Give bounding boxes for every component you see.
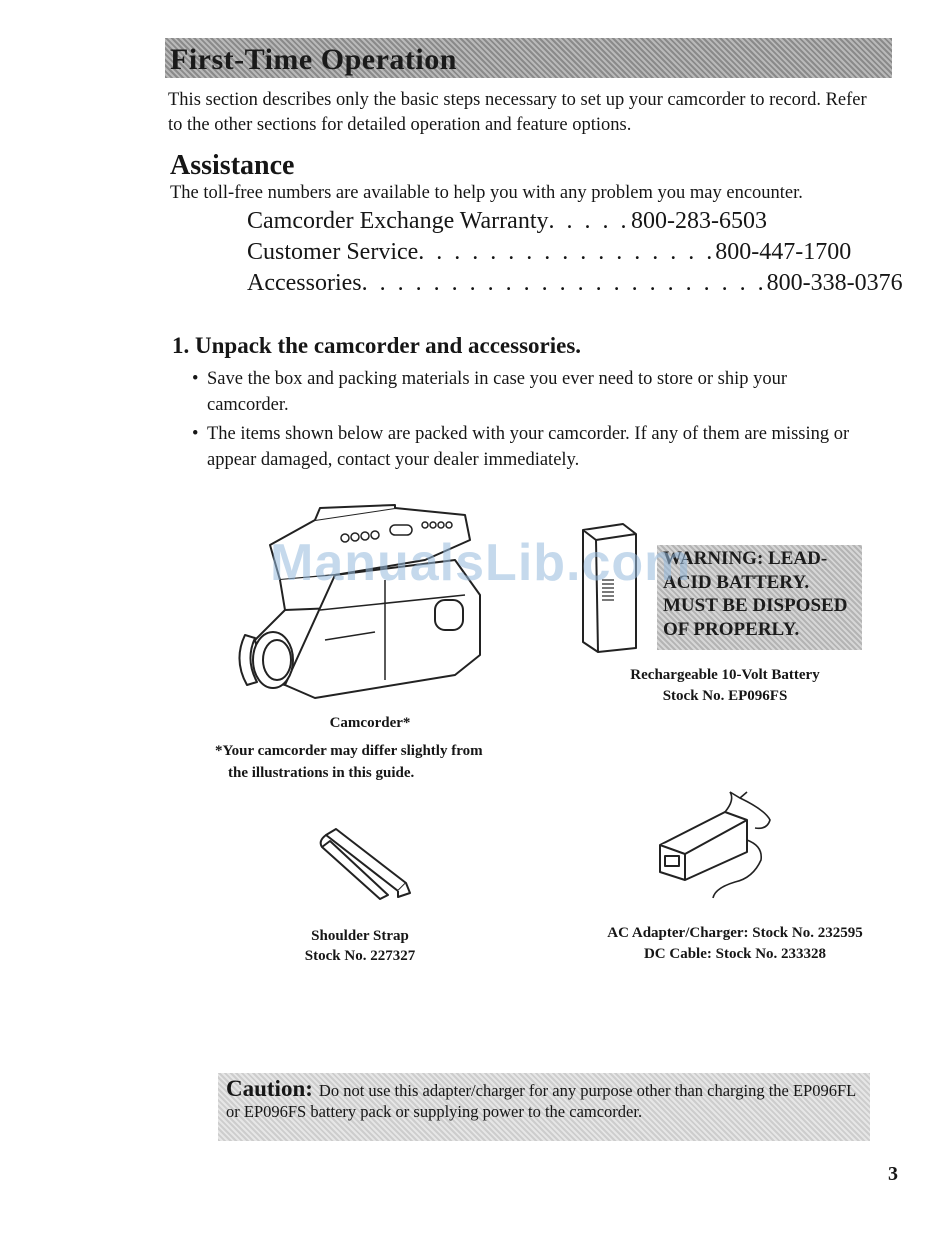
caution-body: Do not use this adapter/charger for any purpose other than charging the EP096FL or EP096FS battery pack or supplying power to the camcorder. bbox=[226, 1081, 856, 1121]
phone-label: Accessories bbox=[247, 270, 362, 296]
phone-row-warranty bbox=[247, 206, 767, 237]
phone-list bbox=[247, 206, 903, 299]
page-title: First-Time Operation bbox=[170, 43, 457, 76]
caution-keyword: Caution: bbox=[226, 1076, 313, 1101]
shoulder-strap-illustration bbox=[318, 825, 413, 900]
bullet-item: • Save the box and packing materials in case you ever need to store or ship your camcorder. bbox=[192, 366, 872, 418]
leader-dots: . . . . . bbox=[548, 208, 630, 234]
cable-caption: DC Cable: Stock No. 233328 bbox=[643, 946, 827, 962]
warning-line: ACID BATTERY. bbox=[663, 571, 810, 593]
step-1-heading: 1. Unpack the camcorder and accessories. bbox=[172, 333, 582, 358]
battery-stock-number: Stock No. EP096FS bbox=[662, 688, 788, 704]
camcorder-footnote: the illustrations in this guide. bbox=[228, 765, 415, 781]
battery-caption: Rechargeable 10-Volt Battery bbox=[630, 667, 820, 683]
phone-number: 800-447-1700 bbox=[715, 239, 852, 265]
phone-number: 800-283-6503 bbox=[631, 208, 767, 234]
intro-paragraph: This section describes only the basic steps necessary to set up your camcorder to record. Refer to the other sections for detailed operation and feature options. bbox=[168, 90, 867, 135]
phone-label: Camcorder Exchange Warranty bbox=[247, 208, 549, 234]
leader-dots: . . . . . . . . . . . . . . . . . . . . . . . bbox=[361, 270, 767, 296]
strap-caption: Shoulder Strap bbox=[311, 928, 409, 944]
strap-stock-number: Stock No. 227327 bbox=[304, 948, 416, 964]
adapter-caption: AC Adapter/Charger: Stock No. 232595 bbox=[607, 925, 863, 941]
caution-text bbox=[226, 1078, 866, 1122]
page-number: 3 bbox=[888, 1163, 898, 1185]
camcorder-caption: Camcorder* bbox=[329, 715, 411, 731]
watermark: ManualsLib.com bbox=[270, 534, 692, 592]
bullet-item: • The items shown below are packed with your camcorder. If any of them are missing or appear damaged, contact your dealer immediately. bbox=[192, 421, 872, 473]
camcorder-footnote: *Your camcorder may differ slightly from bbox=[215, 743, 483, 759]
assistance-subtitle: The toll-free numbers are available to help you with any problem you may encounter. bbox=[170, 183, 803, 203]
leader-dots: . . . . . . . . . . . . . . . . . bbox=[418, 239, 716, 265]
ac-adapter-illustration bbox=[655, 790, 780, 900]
warning-line: MUST BE DISPOSED bbox=[663, 595, 848, 616]
phone-label: Customer Service bbox=[247, 239, 419, 265]
phone-row-accessories bbox=[247, 268, 903, 299]
camcorder-illustration bbox=[225, 500, 490, 705]
assistance-heading: Assistance bbox=[170, 150, 295, 181]
warning-line: WARNING: LEAD- bbox=[663, 548, 828, 569]
warning-line: OF PROPERLY. bbox=[663, 618, 800, 640]
step-1-bullets bbox=[192, 366, 872, 476]
phone-row-customer-service bbox=[247, 237, 852, 268]
phone-number: 800-338-0376 bbox=[766, 270, 903, 296]
